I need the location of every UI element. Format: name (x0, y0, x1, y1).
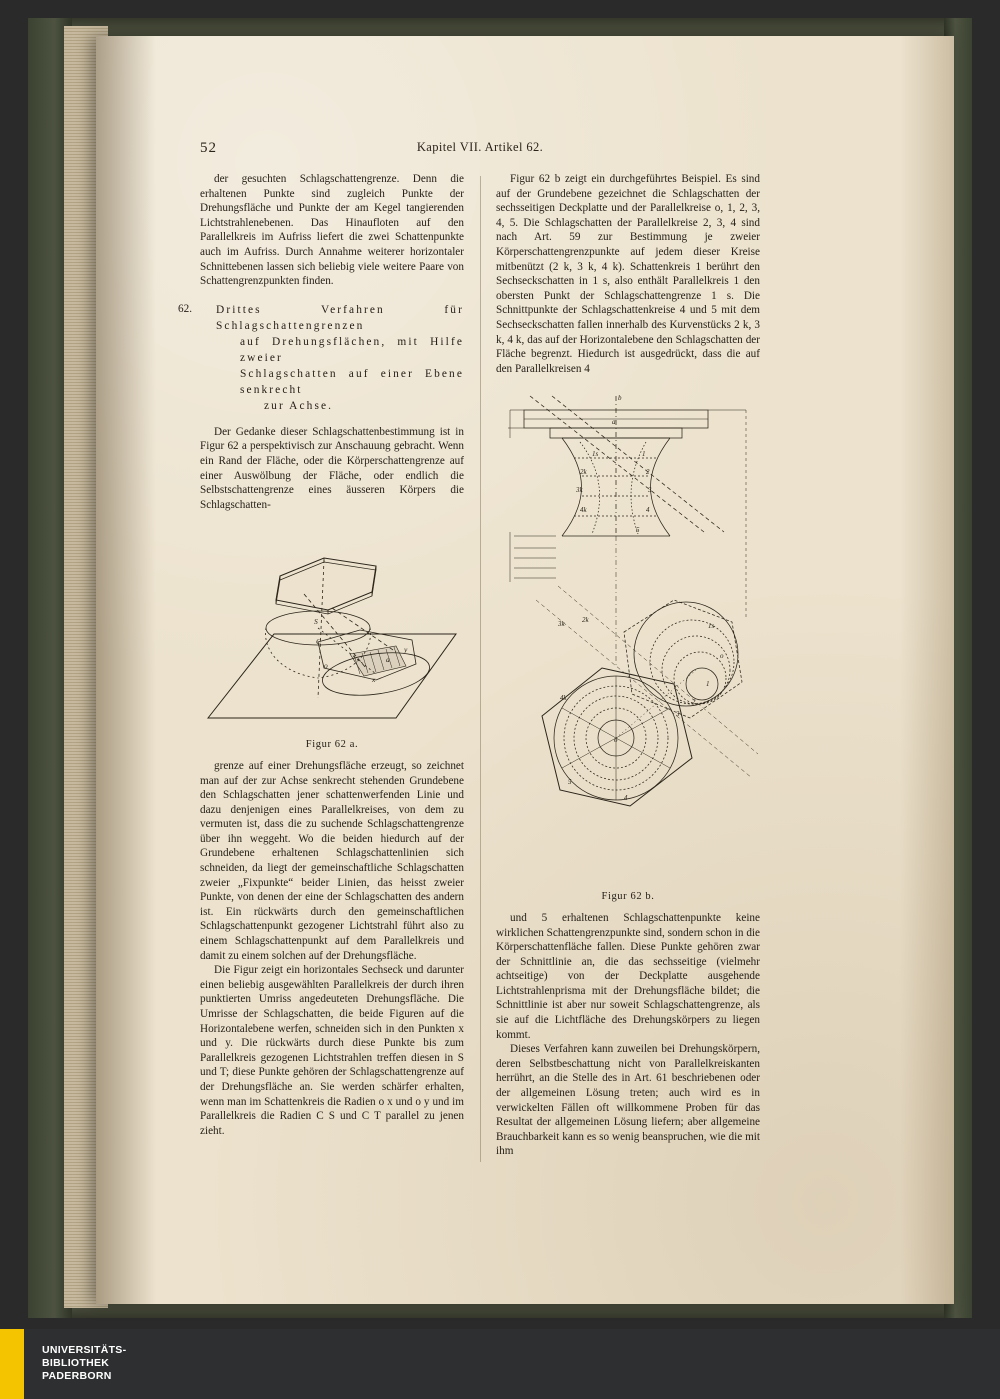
paragraph: Die Figur zeigt ein horizontales Sechseck und darunter einen beliebig ausgewählten Parallelkreis der durch ihren punktierten Umriss angedeuteten Drehungsfläche. Die Umrisse der Schlagschatten, die beide Figuren auf die Horizontalebene werfen, schneiden sich in den Punkten x und y. Die rückwärts durch diese Punkte bis zum Parallelkreis gezogenen Lichtstrahlen treffen diesen in S und T; diese Punkte gehören der Schlagschattengrenze auf der Drehungsfläche an. Sie werden schärfer erhalten, wenn man im Schattenkreis die Radien o x und o y und im Parallelkreis die Radien C S und C T parallel zu jenen zieht. (200, 964, 464, 1137)
paragraph: der gesuchten Schlagschattengrenze. Denn die erhaltenen Punkte sind zugleich Punkte der Drehungsfläche und Punkte der am Kegel tangierenden Lichtstrahlenebenen. Das Hinaufloten auf den Parallelkreis im Aufriss liefert die zwei Schattenpunkte auch im Aufriss. Durch Annahme weiterer horizontaler Schnittebenen lassen sich beliebig viele weitere Paare von Schattengrenzpunkten finden. (200, 173, 464, 288)
figure-label: y (404, 645, 408, 655)
figure-label: 2 (692, 698, 696, 707)
figure-label: 1 (642, 450, 646, 459)
figure-label: 3 (676, 710, 680, 719)
figure-label: 5 (636, 526, 640, 535)
text-columns (178, 172, 760, 1172)
figure-label: 4k (560, 694, 567, 703)
figure-label: 2k (580, 468, 587, 477)
section-number: 62. (178, 302, 192, 315)
figure-label: C (316, 637, 322, 647)
heading-line-4: zur Achse. (264, 399, 334, 412)
figure-label: b (618, 394, 622, 403)
figure-label: a (612, 418, 616, 427)
figure-label: 4 (624, 794, 628, 803)
figure-label: 1 (706, 680, 710, 689)
paragraph: Der Gedanke dieser Schlagschattenbestimmung ist in Figur 62 a perspektivisch zur Anschauung gebracht. Wenn ein Rand der Fläche, oder die Körperschattengrenze auf einer Auswölbung der Fläche, oder endlich die Selbstschattengrenze eines äusseren Körpers die Schlagschatten- (200, 425, 464, 511)
figure-label: x (372, 675, 376, 685)
figure-label: 4 (646, 506, 650, 515)
watermark-bar (0, 1329, 1000, 1399)
right-column (496, 172, 760, 1159)
figure-caption-62b: Figur 62 b. (601, 891, 655, 903)
heading-line-1: Drittes Verfahren für Schlagschattengrenzen (216, 303, 464, 332)
figure-label: 3k (558, 620, 565, 629)
figure-label: o (324, 661, 328, 671)
watermark-line-3: PADERBORN (42, 1370, 112, 1382)
paragraph: und 5 erhaltenen Schlagschattenpunkte keine wirklichen Schattengrenzpunkte sind, sondern schon in die Körperschattenfläche fallen. Diese Punkte gehören zwar der Schnittlinie an, die das sechsseitige (vielmehr achtseitige) von der Deckplatte ausgehende Lichtstrahlenprisma mit der Drehungsfläche bildet; die Schnittlinie ist aber nur soweit Schlagschattengrenze, als sie auf die Lichtfläche des Drehungskörpers zu liegen kommt. (496, 911, 760, 1041)
heading-line-3: Schlagschatten auf einer Ebene senkrecht (240, 367, 464, 396)
figure-label: 1s (592, 450, 599, 459)
figure-label: a (386, 655, 390, 665)
paragraph: grenze auf einer Drehungsfläche erzeugt, so zeichnet man auf der zur Achse senkrecht stehenden Grundebene den Schlagschatten jener schattenwerfenden Linie und dazu denjenigen eines Parallelkreises, von dem zu vermuten ist, dass die zu suchende Schlagschattengrenze über ihn weggeht. Wo die beiden hiedurch auf der Grundebene erhaltenen Schlagschattenlinien sich schneiden, da liegt der gemeinschaftliche Schlagschatten zweier „Fixpunkte“ beider Linien, das heisst zweier Punkte, von denen der eine der Schlagschatten des andern ist. Ein rückwärts durch den gemeinschaftlichen Schlagschattenpunkt gezogener Lichtstrahl führt also zu einem Schlagschattenpunkt auf dem Parallelkreis und damit zu einem solchen auf der Drehungsfläche. (200, 759, 464, 962)
figure-label: 3 (648, 486, 652, 495)
figure-label: 3k (576, 486, 583, 495)
figure-label: 2 (646, 468, 650, 477)
figure-62b-drawing (496, 386, 760, 886)
figure-label: o (720, 652, 724, 661)
figure-62b (496, 386, 760, 905)
figure-label: S (314, 617, 318, 627)
watermark-text (42, 1344, 126, 1383)
running-head: Kapitel VII. Artikel 62. (416, 140, 544, 154)
heading-line-2: auf Drehungsflächen, mit Hilfe zweier (240, 335, 464, 364)
paragraph: Figur 62 b zeigt ein durchgeführtes Beispiel. Es sind auf der Grundebene gezeichnet die Schlagschatten der sechsseitigen Deckplatte und der Parallelkreise o, 1, 2, 3, 4, 5. Die Schlagschatten der Parallelkreise 2, 3, 4 sind nach Art. 59 zur Bestimmung je zweier Körperschattengrenzpunkte auf jedem dieser Kreise mitbenützt (2 k, 3 k, 4 k). Schattenkreis 1 berührt den Sechseckschatten in 1 s, also enthält Parallelkreis 1 den obersten Punkt der Schlagschattengrenze 1 s. Die Schnittpunkte der Schlagschattenkreise 4 und 5 mit dem Sechseckschatten fallen innerhalb des Kurvenstücks 2 k, 3 k, 4 k, das auf der Horizontalebene den Schlagschatten der Fläche begrenzt. Hiedurch ist ausgedrückt, dass die auf den Parallelkreisen 4 (496, 173, 760, 375)
figure-caption-62a: Figur 62 a. (305, 739, 359, 751)
figure-label: 2k (582, 616, 589, 625)
figure-label: 4k (580, 506, 587, 515)
figure-label: 1s (708, 622, 715, 631)
figure-label: 5 (568, 778, 572, 787)
figure-62a-drawing (200, 522, 464, 734)
section-heading (178, 302, 464, 414)
paragraph: Dieses Verfahren kann zuweilen bei Drehungskörpern, deren Selbstbeschattung nicht von Parallelkreiskanten herrührt, an die Stelle des in Art. 61 beschriebenen oder der allgemeinen Lösung treten; auch wird es in verwickelten Fällen oft willkommene Proben für das Resultat der allgemeinen Lösung liefern; aber allgemeine Brauchbarkeit kann es so wenig beanspruchen, wie die mit ihm (496, 1043, 760, 1158)
watermark-line-2: BIBLIOTHEK (42, 1357, 110, 1369)
page-number: 52 (200, 140, 217, 156)
figure-62a (200, 522, 464, 753)
watermark-accent-block (0, 1329, 24, 1399)
figure-label: o (614, 736, 618, 745)
watermark-line-1: UNIVERSITÄTS- (42, 1344, 127, 1356)
left-column (178, 172, 464, 1138)
